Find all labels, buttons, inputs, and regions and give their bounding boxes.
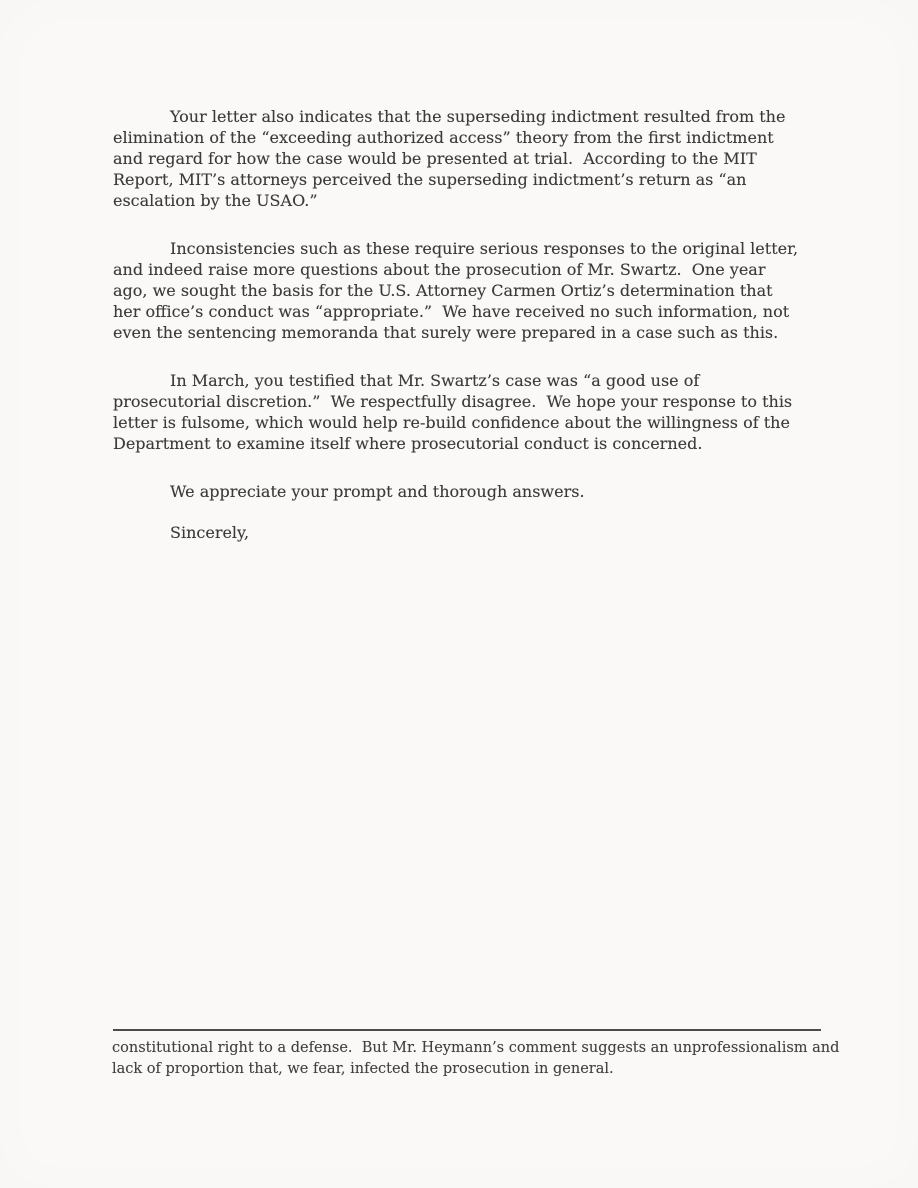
footnote-divider	[113, 1029, 821, 1031]
letter-line: her office’s conduct was “appropriate.” We have received no such information, not	[113, 302, 790, 321]
paragraph-1	[113, 106, 825, 211]
closing-line	[113, 481, 825, 502]
letter-line: In March, you testified that Mr. Swartz’s case was “a good use of	[170, 371, 700, 390]
letter-line: and regard for how the case would be presented at trial. According to the MIT	[113, 149, 757, 168]
letter-line: elimination of the “exceeding authorized access” theory from the first indictment	[113, 128, 774, 147]
footnote	[112, 1038, 852, 1079]
letter-line: prosecutorial discretion.” We respectfully disagree. We hope your response to this	[113, 392, 793, 411]
letter-line: letter is fulsome, which would help re-build confidence about the willingness of the	[113, 413, 790, 432]
letter-line: Sincerely,	[170, 523, 250, 542]
letter-body	[113, 106, 825, 543]
letter-line: Your letter also indicates that the superseding indictment resulted from the	[170, 107, 786, 126]
signoff-line	[113, 522, 825, 543]
letter-line: We appreciate your prompt and thorough answers.	[170, 482, 585, 501]
letter-line: and indeed raise more questions about the prosecution of Mr. Swartz. One year	[113, 260, 766, 279]
letter-line: Department to examine itself where prosecutorial conduct is concerned.	[113, 434, 703, 453]
paragraph-2	[113, 238, 825, 343]
footnote-line: constitutional right to a defense. But Mr. Heymann’s comment suggests an unprofessionalism and	[112, 1040, 840, 1056]
letter-line: Report, MIT’s attorneys perceived the superseding indictment’s return as “an	[113, 170, 747, 189]
letter-line: even the sentencing memoranda that surely were prepared in a case such as this.	[113, 323, 779, 342]
letter-line: escalation by the USAO.”	[113, 191, 318, 210]
letter-line: ago, we sought the basis for the U.S. Attorney Carmen Ortiz’s determination that	[113, 281, 773, 300]
footnote-line: lack of proportion that, we fear, infected the prosecution in general.	[112, 1060, 614, 1077]
paragraph-3	[113, 370, 825, 454]
letter-line: Inconsistencies such as these require serious responses to the original letter,	[170, 239, 799, 258]
